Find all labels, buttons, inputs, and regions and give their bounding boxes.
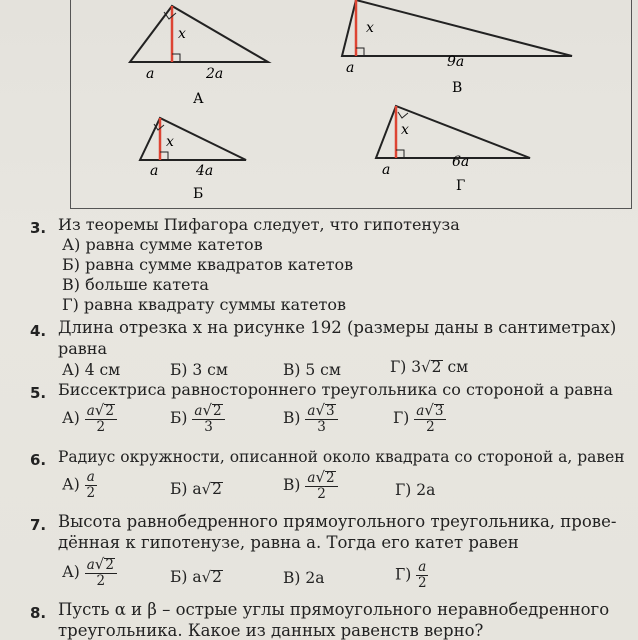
triangle-g <box>376 106 530 194</box>
question-6-number: 6. <box>30 451 47 469</box>
triangle-v-right-label: 4a <box>196 163 214 179</box>
question-7-option-c: В) 2a <box>283 569 325 587</box>
triangle-figures <box>0 0 638 210</box>
question-7-option-d: Г) $\frac{a}{2}$ <box>395 559 427 591</box>
triangle-g-right-label: 6a <box>452 154 470 170</box>
question-3-option-d: Г) равна квадрату суммы катетов <box>62 295 346 314</box>
question-8-line-2: треугольника. Какое из данных равенств верно? <box>58 621 484 640</box>
triangle-v-caption: Б <box>193 186 204 202</box>
triangle-v-x-label: x <box>166 134 174 150</box>
question-7-line-2: дённая к гипотенузе, равна a. Тогда его катет равен <box>58 533 519 552</box>
triangle-v <box>140 118 246 202</box>
question-7-option-a: А) $\frac{a√2}{2}$ <box>62 557 117 589</box>
question-3-text: Из теоремы Пифагора следует, что гипотенуза <box>58 215 460 234</box>
question-4-number: 4. <box>30 322 47 340</box>
question-3-option-b: Б) равна сумме квадратов катетов <box>62 255 354 274</box>
question-3-option-c: В) больше катета <box>62 275 209 294</box>
triangle-v-left-label: a <box>150 163 159 179</box>
triangle-b-right-label: 9a <box>447 54 465 70</box>
question-6-option-a: А) $\frac{a}{2}$ <box>62 469 96 501</box>
question-5-number: 5. <box>30 384 47 402</box>
question-4-option-c: В) 5 см <box>283 361 341 379</box>
question-5-option-b: Б) $\frac{a√2}{3}$ <box>170 403 225 435</box>
triangle-g-caption: Г <box>456 178 466 194</box>
question-3-option-a: А) равна сумме катетов <box>62 235 263 254</box>
question-7-option-b: Б) a√2 <box>170 568 223 586</box>
triangle-a-caption: А <box>193 91 204 107</box>
triangle-a-left-label: a <box>146 66 155 82</box>
question-5-option-d: Г) $\frac{a√3}{2}$ <box>393 403 446 435</box>
question-4-line-2: равна <box>58 339 107 358</box>
question-5-option-c: В) $\frac{a√3}{3}$ <box>283 403 338 435</box>
triangle-b-caption: В <box>452 80 463 96</box>
question-8-line-1: Пусть α и β – острые углы прямоугольного неравнобедренного <box>58 600 610 619</box>
question-5-text: Биссектриса равностороннего треугольника со стороной a равна <box>58 380 613 399</box>
triangle-b-x-label: x <box>366 20 374 36</box>
question-6-option-d: Г) 2a <box>395 481 436 499</box>
question-6-option-b: Б) a√2 <box>170 480 223 498</box>
triangle-g-left-label: a <box>382 162 391 178</box>
triangle-b-left-label: a <box>346 60 355 76</box>
question-5-option-a: А) $\frac{a√2}{2}$ <box>62 403 117 435</box>
question-4-option-b: Б) 3 см <box>170 361 228 379</box>
triangle-a <box>130 6 268 107</box>
question-6-text: Радиус окружности, описанной около квадрата со стороной a, равен <box>58 448 625 466</box>
question-3-number: 3. <box>30 219 47 237</box>
question-6-option-c: В) $\frac{a√2}{2}$ <box>283 470 338 502</box>
question-7-line-1: Высота равнобедренного прямоугольного треугольника, прове- <box>58 512 617 531</box>
question-4-line-1: Длина отрезка x на рисунке 192 (размеры даны в сантиметрах) <box>58 318 617 337</box>
triangle-b <box>342 0 572 96</box>
question-4-option-a: А) 4 см <box>62 361 121 379</box>
question-8-number: 8. <box>30 604 47 622</box>
triangle-a-x-label: x <box>178 26 186 42</box>
triangle-a-right-label: 2a <box>206 66 224 82</box>
question-4-option-d: Г) 3√2 см <box>390 358 469 376</box>
question-7-number: 7. <box>30 516 47 534</box>
triangle-g-x-label: x <box>401 122 409 138</box>
